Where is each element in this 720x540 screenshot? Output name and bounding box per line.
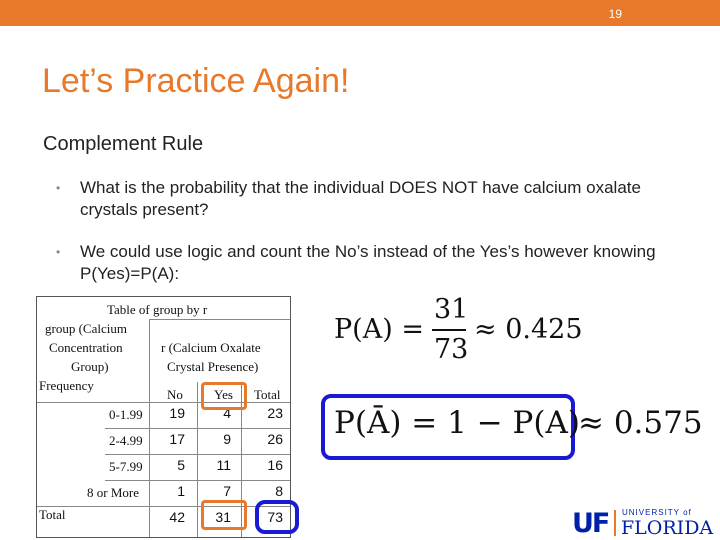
row-header-line: Concentration bbox=[49, 340, 123, 355]
formula-approx: ≈ 0.425 bbox=[474, 314, 583, 345]
table-divider bbox=[105, 454, 290, 455]
cell-yes: 9 bbox=[223, 431, 231, 447]
logo-university: UNIVERSITY of bbox=[622, 508, 692, 517]
bullet-item bbox=[56, 241, 702, 285]
table-title: Table of group by r bbox=[107, 302, 208, 317]
table-divider bbox=[105, 480, 290, 481]
header-bar bbox=[0, 0, 720, 26]
table-divider bbox=[37, 402, 290, 403]
cell-total: 23 bbox=[267, 405, 283, 421]
col-label-yes: Yes bbox=[214, 387, 233, 402]
bullet-dot-icon: • bbox=[56, 245, 61, 259]
highlight-yes-header bbox=[201, 382, 247, 410]
table-divider bbox=[149, 319, 290, 320]
formula-complement-approx: ≈ 0.575 bbox=[578, 405, 703, 441]
logo-florida: FLORIDA bbox=[621, 517, 714, 539]
bullet-dot-icon: • bbox=[56, 181, 61, 195]
row-label: 0-1.99 bbox=[109, 407, 143, 422]
row-header-line: group (Calcium bbox=[45, 321, 127, 336]
cell-no: 17 bbox=[169, 431, 185, 447]
total-row-label: Total bbox=[39, 507, 66, 522]
fraction-bar bbox=[432, 329, 466, 331]
table-divider bbox=[197, 382, 198, 537]
bullet-text: What is the probability that the individual DOES NOT have calcium oxalate crystals present? bbox=[80, 178, 641, 219]
formula-numerator: 31 bbox=[434, 294, 469, 325]
cell-no-total: 42 bbox=[169, 509, 185, 525]
cell-total: 16 bbox=[267, 457, 283, 473]
row-label: 2-4.99 bbox=[109, 433, 143, 448]
formula-denominator: 73 bbox=[434, 334, 469, 365]
bullet-text: We could use logic and count the No’s instead of the Yes’s however knowing P(Yes)=P(A): bbox=[80, 242, 656, 283]
cell-yes-total: 31 bbox=[215, 509, 231, 525]
cell-yes: 11 bbox=[216, 457, 231, 473]
cell-grand-total: 73 bbox=[267, 509, 283, 525]
cell-total: 8 bbox=[275, 483, 283, 499]
formula-complement: P(Ā) = 1 − P(A) bbox=[334, 405, 580, 441]
formula-lhs: P(A) = bbox=[334, 314, 424, 345]
slide-number: 19 bbox=[608, 7, 622, 21]
row-label: 8 or More bbox=[87, 485, 139, 500]
cell-no: 19 bbox=[169, 405, 185, 421]
bullet-item bbox=[56, 177, 702, 221]
highlight-grand-total bbox=[255, 500, 299, 534]
cell-yes: 7 bbox=[223, 483, 231, 499]
cell-total: 26 bbox=[267, 431, 283, 447]
col-header-line: r (Calcium Oxalate bbox=[161, 340, 261, 355]
col-header-line: Crystal Presence) bbox=[167, 359, 259, 374]
cell-yes: 4 bbox=[223, 405, 231, 421]
frequency-label: Frequency bbox=[39, 378, 94, 393]
cell-no: 5 bbox=[177, 457, 185, 473]
frequency-table bbox=[36, 296, 291, 538]
row-label: 5-7.99 bbox=[109, 459, 143, 474]
uf-logo-mark: UF bbox=[572, 508, 609, 539]
cell-no: 1 bbox=[177, 483, 185, 499]
col-label-total: Total bbox=[254, 387, 281, 402]
highlight-yes-total bbox=[201, 500, 247, 530]
row-header-line: Group) bbox=[71, 359, 109, 374]
uf-logo bbox=[572, 508, 714, 538]
table-divider bbox=[37, 506, 290, 507]
slide-title: Let’s Practice Again! bbox=[42, 62, 350, 100]
col-label-no: No bbox=[167, 387, 183, 402]
table-divider bbox=[105, 428, 290, 429]
slide-subtitle: Complement Rule bbox=[43, 133, 204, 155]
logo-divider bbox=[614, 510, 616, 536]
